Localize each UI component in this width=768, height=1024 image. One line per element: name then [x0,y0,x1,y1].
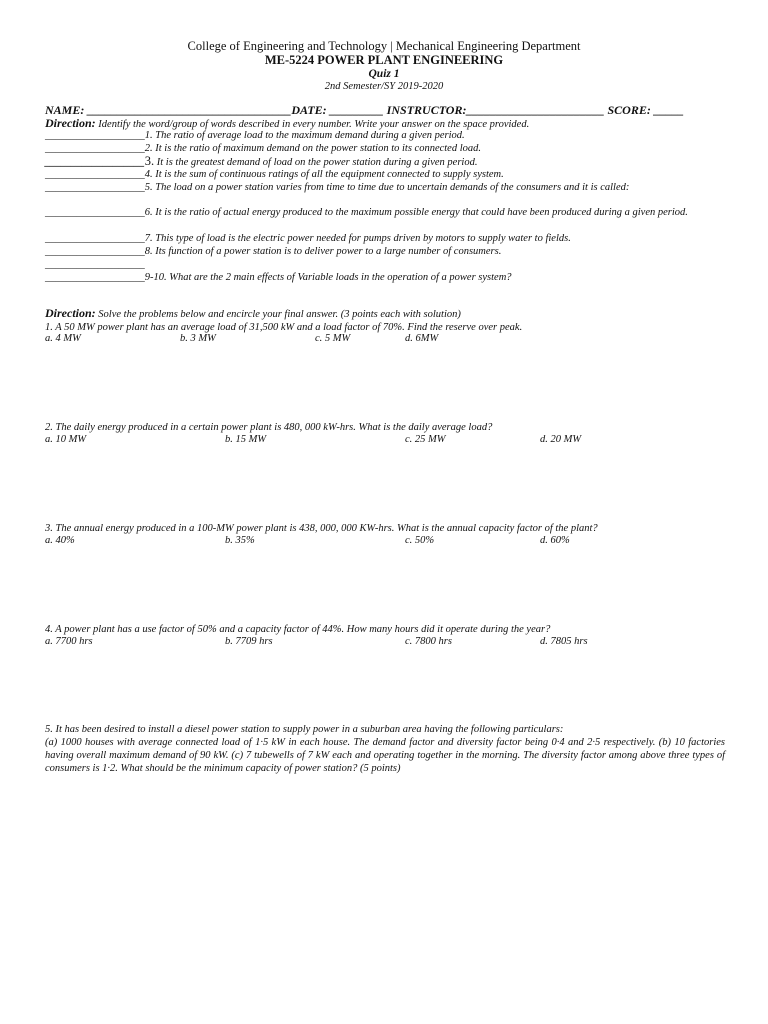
identification-item-4: ___________________4. It is the sum of continuous ratings of all the equipment connected to supply system. [45,169,504,180]
problem-3-choice-a[interactable]: a. 40% [45,535,75,546]
identification-item-6: ___________________6. It is the ratio of actual energy produced to the maximum possible energy that could have been produced during a given period. [45,207,688,218]
problem-2-choice-b[interactable]: b. 15 MW [225,434,267,445]
problem-2-question: 2. The daily energy produced in a certain power plant is 480, 000 kW-hrs. What is the daily average load? [45,422,493,433]
identification-item-3 [45,155,725,169]
identification-item-8: ___________________8. Its function of a power station is to deliver power to a large number of consumers. [45,246,502,257]
problem-4-choice-b[interactable]: b. 7709 hrs [225,636,273,647]
identification-item-9-10: ___________________9-10. What are the 2 main effects of Variable loads in the operation of a power system? [45,272,512,283]
name-date-instructor-score-row[interactable]: NAME: __________________________________DATE: _________ INSTRUCTOR:_______________________ SCORE: _____ [45,103,684,117]
problem-2-choice-c[interactable]: c. 25 MW [405,434,446,445]
item3-number: 3. [144,154,155,168]
problem-1-choice-d[interactable]: d. 6MW [405,333,439,344]
identification-blank-9[interactable]: ___________________ [45,259,145,270]
problem-4-choice-a[interactable]: a. 7700 hrs [45,636,93,647]
problem-3-choice-c[interactable]: c. 50% [405,535,435,546]
problem-1-choice-a[interactable]: a. 4 MW [45,333,81,344]
quiz-title: Quiz 1 [368,68,400,80]
problem-3-choice-b[interactable]: b. 35% [225,535,255,546]
problem-2-choice-d[interactable]: d. 20 MW [540,434,582,445]
identification-item-2: ___________________2. It is the ratio of maximum demand on the power station to its connected load. [45,143,482,154]
course-title: ME-5224 POWER PLANT ENGINEERING [264,53,504,67]
problem-2-choice-a[interactable]: a. 10 MW [45,434,87,445]
problem-1-choice-c[interactable]: c. 5 MW [315,333,351,344]
identification-item-5: ___________________5. The load on a power station varies from time to time due to uncertain demands of the consumers and it is called: [45,182,630,193]
problem-1-choice-b[interactable]: b. 3 MW [180,333,216,344]
problem-4-question: 4. A power plant has a use factor of 50% and a capacity factor of 44%. How many hours did it operate during the year? [45,624,551,635]
problem-5-details: (a) 1000 houses with average connected load of 1·5 kW in each house. The demand factor and diversity factor being 0·4 and 2·5 respectively. (b) 10 factories having overall maximum demand of 90 kW. (c) 7 tubewells of 7 kW each and operating together in the morning. The diversity factor among above three types of consumers is 1·2. What should be the minimum capacity of power station? (5 points) [45,737,725,774]
college-department-header: College of Engineering and Technology | Mechanical Engineering Department [187,39,581,53]
problem-3-question: 3. The annual energy produced in a 100-MW power plant is 438, 000, 000 KW-hrs. What is the annual capacity factor of the plant? [45,523,598,534]
problem-3-choice-d[interactable]: d. 60% [540,535,570,546]
direction-label: Direction: [45,116,96,130]
semester-label: 2nd Semester/SY 2019-2020 [324,81,444,92]
item3-blank[interactable]: ___________________ [45,157,145,168]
problem-4-choice-c[interactable]: c. 7800 hrs [405,636,452,647]
problem-5-question: 5. It has been desired to install a diesel power station to supply power in a suburban area having the following particulars: [45,724,564,735]
direction-text: Solve the problems below and encircle your final answer. (3 points each with solution) [95,309,461,320]
direction-label: Direction: [45,306,96,320]
problem-4-choice-d[interactable]: d. 7805 hrs [540,636,588,647]
part2-direction [45,307,725,321]
direction-text: Identify the word/group of words described in every number. Write your answer on the space provided. [95,119,530,130]
identification-item-7: ___________________7. This type of load is the electric power needed for pumps driven by motors to supply water to fields. [45,233,571,244]
identification-item-1: ___________________1. The ratio of average load to the maximum demand during a given period. [45,130,465,141]
problem-1-question: 1. A 50 MW power plant has an average load of 31,500 kW and a load factor of 70%. Find the reserve over peak. [45,322,523,333]
item3-text: It is the greatest demand of load on the power station during a given period. [156,157,478,168]
